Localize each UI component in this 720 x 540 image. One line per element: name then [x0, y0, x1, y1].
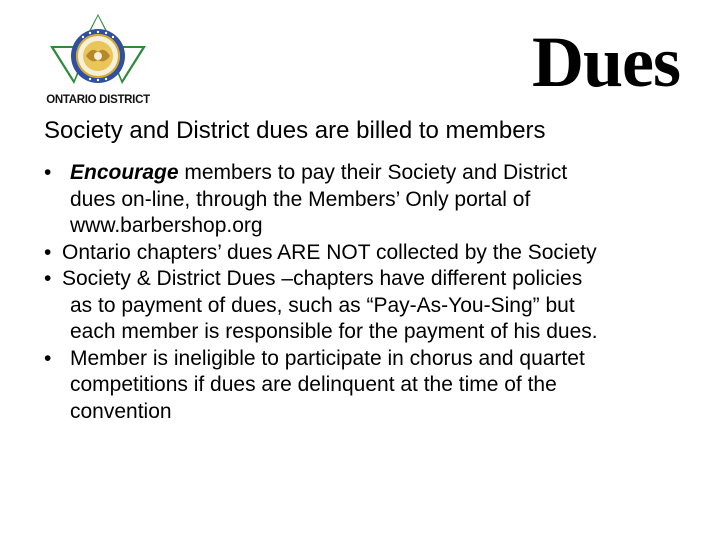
- bullet-item: [44, 160, 704, 240]
- bullet-line: each member is responsible for the payment of his dues.: [70, 320, 598, 343]
- bullet-item: [44, 346, 704, 426]
- bullet-list: [44, 160, 704, 425]
- slide-subtitle: Society and District dues are billed to members: [44, 117, 546, 144]
- bullet-marker: •: [44, 240, 52, 264]
- bullet-line: [44, 266, 704, 293]
- bullet-line: convention: [70, 399, 172, 423]
- ontario-district-emblem-icon: [36, 12, 160, 96]
- bullet-text: Member is ineligible to participate in chorus and quartet: [70, 346, 585, 370]
- bullet-marker: •: [44, 161, 52, 184]
- bullet-line: competitions if dues are delinquent at the time of the: [70, 373, 557, 396]
- bullet-line: as to payment of dues, such as “Pay-As-You-Sing” but: [70, 293, 575, 317]
- bullet-line: [44, 346, 704, 373]
- ontario-district-logo: [36, 12, 160, 112]
- bullet-line: [44, 240, 704, 267]
- bullet-emphasis: Encourage: [70, 161, 179, 184]
- bullet-item: [44, 266, 704, 346]
- bullet-text: Ontario chapters’ dues ARE NOT collected by the Society: [62, 240, 597, 264]
- bullet-text: members to pay their Society and District: [178, 161, 568, 184]
- bullet-text: Society & District Dues –chapters have different policies: [62, 267, 583, 290]
- bullet-line: [44, 160, 704, 187]
- bullet-item: [44, 240, 704, 267]
- bullet-line: www.barbershop.org: [70, 214, 263, 237]
- bullet-marker: •: [44, 267, 52, 290]
- slide-title: Dues: [531, 22, 680, 102]
- logo-caption: ONTARIO DISTRICT: [46, 94, 150, 106]
- bullet-line: dues on-line, through the Members’ Only portal of: [70, 187, 531, 211]
- bullet-marker: •: [44, 346, 52, 370]
